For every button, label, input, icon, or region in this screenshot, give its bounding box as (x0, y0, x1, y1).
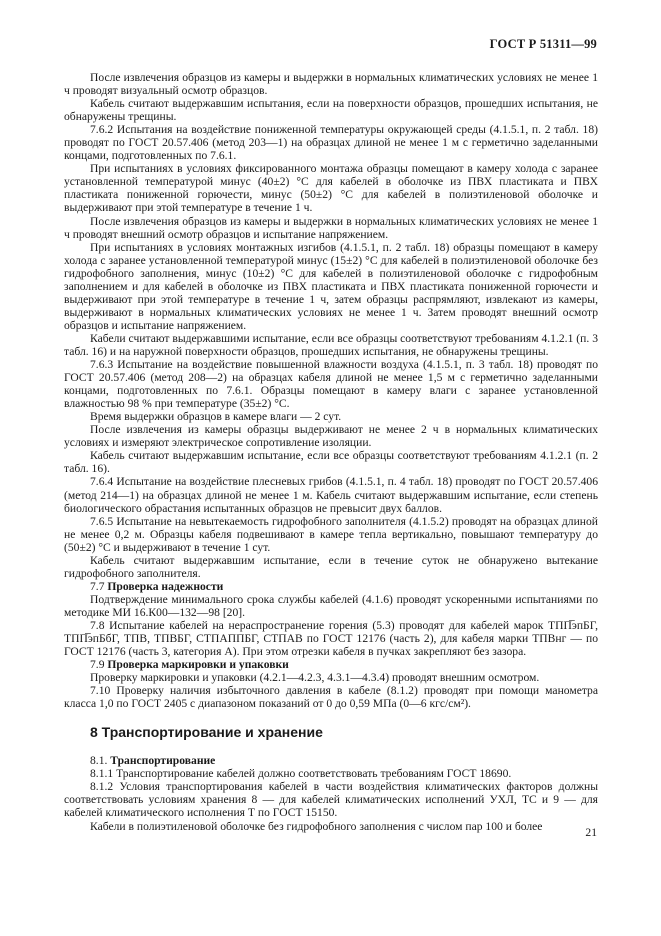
section-number: 7.9 (90, 658, 105, 672)
paragraph: Подтверждение минимального срока службы кабелей (4.1.6) проводят ускоренными испытаниями по методике МИ 16.К00—132—98 [20]. (64, 592, 598, 619)
paragraph: 7.6.3 Испытание на воздействие повышенной влажности воздуха (4.1.5.1, п. 3 табл. 18) проводят по ГОСТ 20.57.406 (метод 208—2) на образцах кабеля длиной не менее 1,5 м с герметично заделанными концами, подготовленных по 7.6.1. Образцы помещают в камеру влаги с заранее установленной влажностью 98 % при температуре (35±2) °С. (64, 358, 598, 411)
paragraph: Время выдержки образцов в камере влаги — 2 сут. (90, 410, 342, 424)
paragraph: 8.1.1 Транспортирование кабелей должно соответствовать требованиям ГОСТ 18690. (90, 767, 512, 781)
page-number: 21 (585, 826, 597, 839)
paragraph: Кабель считают выдержавшим испытание, если в течение суток не обнаружено вытекание гидрофобного заполнителя. (64, 553, 598, 580)
section-heading-8-1 (64, 754, 598, 767)
section-title: Транспортирование (110, 754, 216, 768)
paragraph: 7.6.4 Испытание на воздействие плесневых грибов (4.1.5.1, п. 4 табл. 18) проводят по ГОСТ 20.57.406 (метод 214—1) на образцах длиной не менее 1 м. Кабель считают выдержавшим испытание, если степень биологического обрастания испытанных образцов не превысит двух баллов. (64, 475, 598, 515)
paragraph: После извлечения образцов из камеры и выдержки в нормальных климатических условиях не менее 1 ч проводят визуальный осмотр образцов. (64, 71, 598, 98)
paragraph: Кабель считают выдержавшим испытание, если все образцы соответствуют требованиям 4.1.2.1 (п. 2 табл. 16). (64, 449, 598, 476)
section-number: 7.7 (90, 579, 105, 593)
document-body (64, 71, 598, 833)
paragraph: Кабели считают выдержавшими испытание, если все образцы соответствуют требованиям 4.1.2.1 (п. 3 табл. 16) и на наружной поверхности образцов, прошедших испытания, не обнаружены трещины. (64, 331, 598, 358)
paragraph: 8.1.2 Условия транспортирования кабелей в части воздействия климатических факторов должны соответствовать условиям хранения 8 — для кабелей климатических исполнений УХЛ, ТС и 9 — для кабелей климатического исполнения Т по ГОСТ 15150. (64, 780, 598, 820)
section-number: 8.1. (90, 754, 108, 768)
paragraph: 7.6.2 Испытания на воздействие пониженной температуры окружающей среды (4.1.5.1, п. 2 табл. 18) проводят по ГОСТ 20.57.406 (метод 203—1) на образцах длиной не менее 1 м с герметично заделанными концами, подготовленных по 7.6.1. (64, 123, 598, 163)
section-title: Проверка надежности (107, 579, 224, 593)
section-title: Проверка маркировки и упаковки (107, 658, 289, 672)
paragraph: После извлечения из камеры образцы выдерживают не менее 2 ч в нормальных климатических условиях и измеряют электрическое сопротивление изоляции. (64, 423, 598, 450)
paragraph: 7.8 Испытание кабелей на нераспространение горения (5.3) проводят для кабелей марок ТПП̅эпБГ, ТПП̅эпБбГ, ТПВ, ТПВБГ, СТПАППБГ, СТПАВ по ГОСТ 12176 (часть 2), для кабеля марки ТПВнг — по ГОСТ 12176 (часть 3, категория А). При этом отрезки кабеля в пучках закрепляют без зазора. (64, 618, 598, 659)
section-heading-7-9 (64, 658, 598, 671)
chapter-heading: 8 Транспортирование и хранение (90, 724, 323, 741)
paragraph: Кабель считают выдержавшим испытания, если на поверхности образцов, прошедших испытания, не обнаружены трещины. (64, 97, 598, 124)
section-heading-7-7 (64, 580, 598, 593)
paragraph: Кабели в полиэтиленовой оболочке без гидрофобного заполнения с числом пар 100 и более (90, 819, 543, 833)
paragraph: 7.10 Проверку наличия избыточного давления в кабеле (8.1.2) проводят при помощи манометра класса 1,0 по ГОСТ 2405 с диапазоном показаний от 0 до 0,59 МПа (0—6 кгс/см²). (64, 684, 598, 711)
paragraph: После извлечения образцов из камеры и выдержки в нормальных климатических условиях не менее 1 ч проводят внешний осмотр образцов и испытание напряжением. (64, 214, 598, 241)
paragraph: 7.6.5 Испытание на невытекаемость гидрофобного заполнителя (4.1.5.2) проводят на образцах длиной не менее 0,2 м. Образцы кабеля подвешивают в камере тепла вертикально, повышают температуру до (50±2) °С и выдерживают в течение 1 сут. (64, 514, 598, 554)
paragraph: При испытаниях в условиях монтажных изгибов (4.1.5.1, п. 2 табл. 18) образцы помещают в камеру холода с заранее установленной температурой минус (15±2) °С для кабелей в полиэтиленовой оболочке без гидрофобного заполнения, минус (10±2) °С для кабелей в полиэтиленовой оболочке с гидрофобным заполнением и для кабелей в оболочке из ПВХ пластиката и ПВХ пластиката пониженной горючести и выдерживают при этой температуре в течение 1 ч, затем образцы распрямляют, извлекают из камеры, выдерживают в нормальных климатических условиях не менее 1 ч. Затем проводят внешний осмотр образцов и испытание напряжением. (64, 240, 598, 332)
paragraph: При испытаниях в условиях фиксированного монтажа образцы помещают в камеру холода с заранее установленной температурой минус (40±2) °С для кабелей в оболочке из ПВХ пластиката и ПВХ пластиката пониженной горючести, минус (50±2) °С для кабелей в полиэтиленовой оболочке и выдерживают при этой температуре в течение 1 ч. (64, 162, 598, 215)
document-header: ГОСТ Р 51311—99 (489, 37, 597, 51)
paragraph: Проверку маркировки и упаковки (4.2.1—4.2.3, 4.3.1—4.3.4) проводят внешним осмотром. (90, 671, 540, 685)
